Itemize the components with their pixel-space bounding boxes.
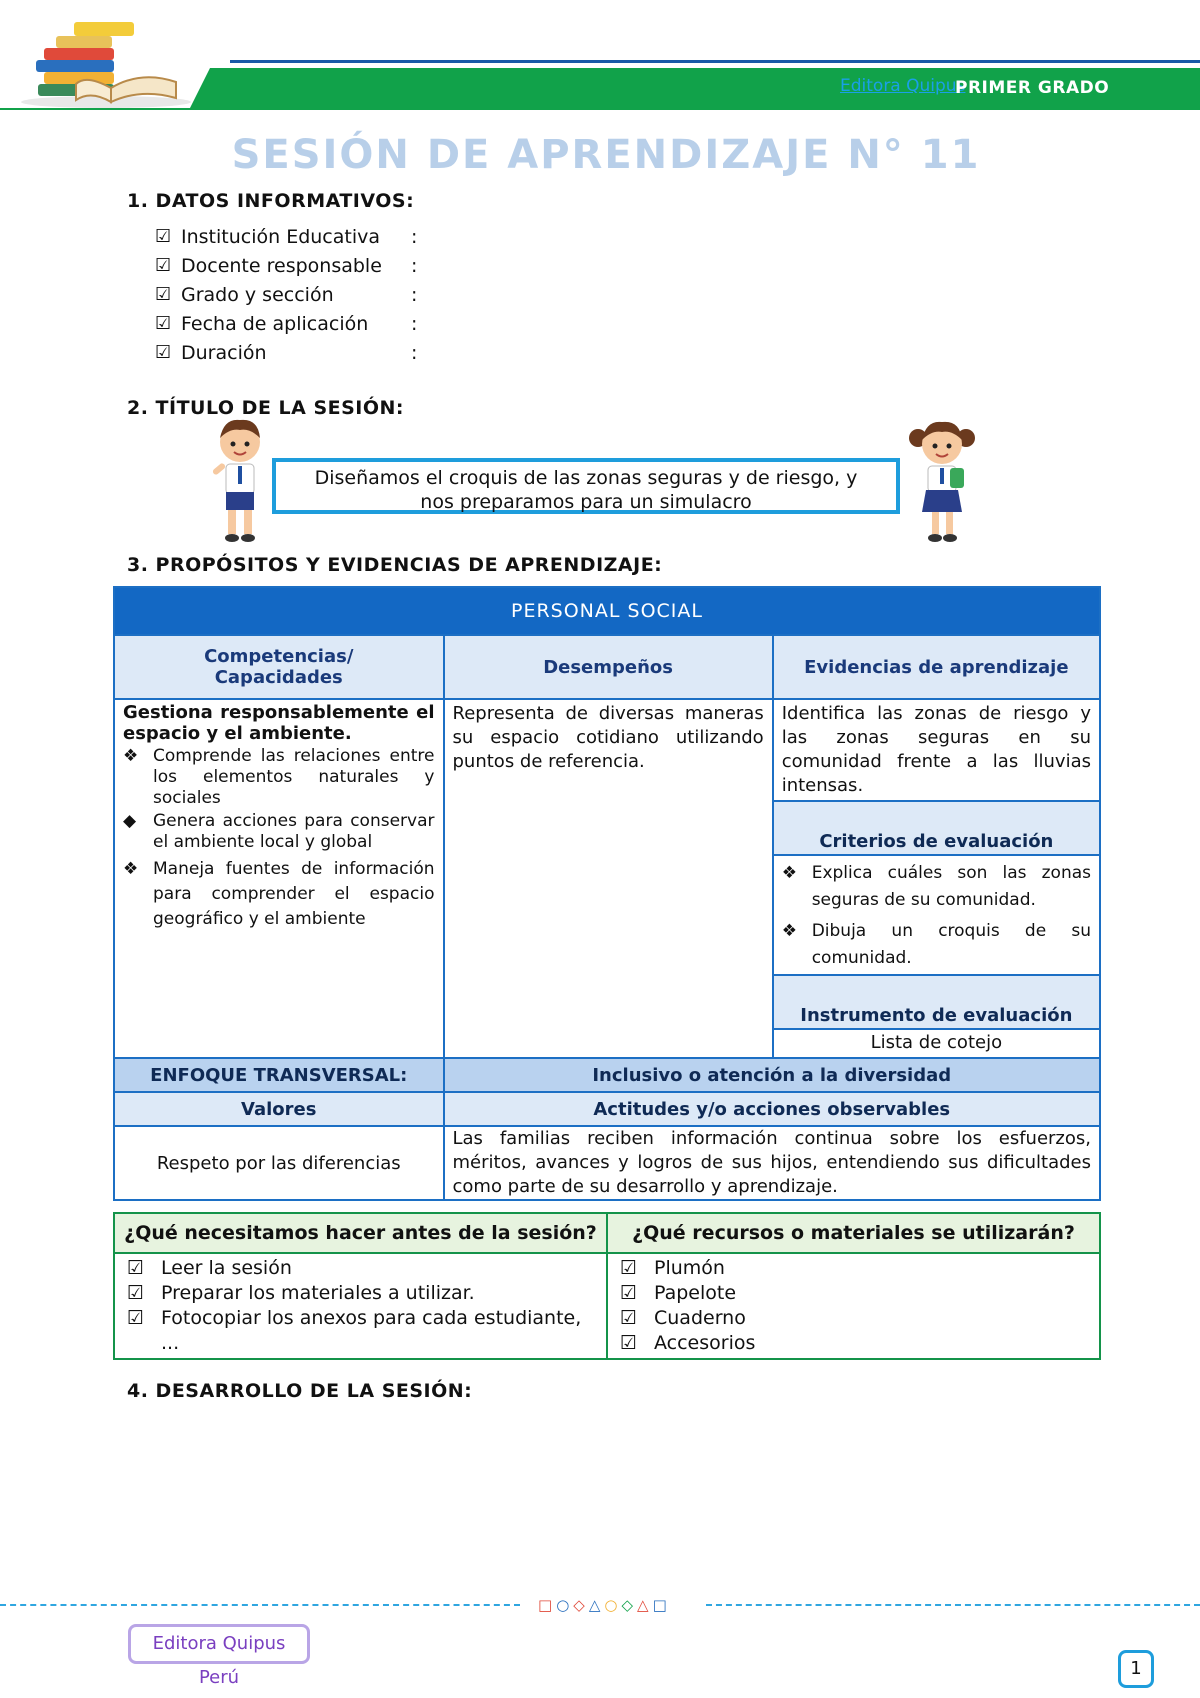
before-session-header: ¿Qué necesitamos hacer antes de la sesión? bbox=[114, 1213, 607, 1253]
competencias-cell bbox=[114, 699, 444, 1059]
list-item bbox=[620, 1281, 1087, 1306]
checkbox-checked-icon: ☑ bbox=[127, 1307, 145, 1329]
footer-divider bbox=[0, 1604, 520, 1606]
books-logo bbox=[16, 18, 196, 110]
capacidad-text: Maneja fuentes de información para comprender el espacio geográfico y el ambiente bbox=[153, 859, 435, 929]
footer-brand: Editora Quipus Perú bbox=[128, 1624, 310, 1664]
info-field-label: Duración bbox=[181, 341, 267, 364]
info-field-row bbox=[155, 280, 417, 309]
bullet-icon: ❖ bbox=[781, 921, 797, 941]
preparation-table bbox=[113, 1212, 1101, 1360]
competencia-text: Gestiona responsablemente el espacio y el ambiente. bbox=[123, 702, 435, 744]
info-field-label: Docente responsable bbox=[181, 254, 382, 277]
list-item-text: Fotocopiar los anexos para cada estudiante, ... bbox=[161, 1307, 582, 1354]
boy-illustration bbox=[210, 416, 270, 548]
valores-header: Valores bbox=[114, 1092, 444, 1126]
info-field-row bbox=[155, 338, 417, 367]
session-title-line: nos preparamos para un simulacro bbox=[420, 491, 752, 513]
header-grade-label: PRIMER GRADO bbox=[955, 78, 1110, 98]
enfoque-table bbox=[113, 1057, 1101, 1201]
checkbox-checked-icon: ☑ bbox=[620, 1332, 638, 1354]
criterio-text: Explica cuáles son las zonas seguras de su comunidad. bbox=[811, 863, 1091, 910]
capacidad-text: Comprende las relaciones entre los elementos naturales y sociales bbox=[153, 746, 435, 808]
info-field-row bbox=[155, 222, 417, 251]
actitud-cell: Las familias reciben información continua sobre los esfuerzos, méritos, avances y logros de sus hijos, entendiendo sus dificultades como parte de su desarrollo y aprendizaje. bbox=[444, 1126, 1101, 1200]
info-field-label: Grado y sección bbox=[181, 283, 334, 306]
page-number: 1 bbox=[1118, 1650, 1154, 1688]
list-item bbox=[127, 1256, 594, 1281]
section1-heading: 1. DATOS INFORMATIVOS: bbox=[127, 190, 415, 212]
checkbox-checked-icon: ☑ bbox=[127, 1257, 145, 1279]
criterio-item bbox=[782, 860, 1091, 914]
bullet-icon: ❖ bbox=[781, 863, 797, 883]
before-session-list bbox=[114, 1253, 607, 1359]
info-field-separator: : bbox=[411, 283, 418, 306]
evidencias-header: Evidencias de aprendizaje bbox=[773, 635, 1100, 699]
info-field-separator: : bbox=[411, 341, 418, 364]
checkbox-checked-icon: ☑ bbox=[155, 226, 172, 247]
checkbox-checked-icon: ☑ bbox=[155, 284, 172, 305]
criterios-cell bbox=[773, 855, 1100, 975]
checkbox-checked-icon: ☑ bbox=[155, 255, 172, 276]
list-item-text: Cuaderno bbox=[654, 1307, 746, 1329]
valor-cell: Respeto por las diferencias bbox=[114, 1126, 444, 1200]
session-title-line: Diseñamos el croquis de las zonas seguras y de riesgo, y bbox=[314, 467, 858, 489]
criterios-header: Criterios de evaluación bbox=[773, 801, 1100, 855]
resources-list bbox=[607, 1253, 1100, 1359]
competencias-header bbox=[114, 635, 444, 699]
checkbox-checked-icon: ☑ bbox=[620, 1257, 638, 1279]
capacidad-item bbox=[123, 811, 435, 853]
info-fields-list bbox=[155, 222, 417, 367]
list-item-text: Accesorios bbox=[654, 1332, 756, 1354]
list-item-text: Preparar los materiales a utilizar. bbox=[161, 1282, 475, 1304]
info-field-separator: : bbox=[411, 254, 418, 277]
list-item-text: Plumón bbox=[654, 1257, 725, 1279]
bullet-icon: ◆ bbox=[123, 811, 137, 831]
info-field-row bbox=[155, 309, 417, 338]
decorative-shapes-icon: □○◇△○◇△□ bbox=[538, 1596, 671, 1614]
page-title: SESIÓN DE APRENDIZAJE N° 11 bbox=[231, 132, 981, 178]
info-field-row bbox=[155, 251, 417, 280]
area-header: PERSONAL SOCIAL bbox=[114, 587, 1100, 635]
capacidad-text: Genera acciones para conservar el ambiente local y global bbox=[153, 811, 435, 852]
header-blue-line bbox=[230, 60, 1200, 63]
instrumento-header: Instrumento de evaluación bbox=[773, 975, 1100, 1029]
info-field-label: Institución Educativa bbox=[181, 225, 381, 248]
checkbox-checked-icon: ☑ bbox=[620, 1307, 638, 1329]
capacidad-item bbox=[123, 857, 435, 932]
competencias-header-line: Competencias/ bbox=[204, 646, 354, 667]
competencias-header-line: Capacidades bbox=[214, 667, 343, 688]
list-item bbox=[620, 1306, 1087, 1331]
section3-heading: 3. PROPÓSITOS Y EVIDENCIAS DE APRENDIZAJE: bbox=[127, 554, 663, 576]
resources-header: ¿Qué recursos o materiales se utilizarán? bbox=[607, 1213, 1100, 1253]
section4-heading: 4. DESARROLLO DE LA SESIÓN: bbox=[127, 1380, 473, 1402]
session-title-box bbox=[272, 458, 900, 514]
purposes-table bbox=[113, 586, 1101, 1060]
info-field-label: Fecha de aplicación bbox=[181, 312, 369, 335]
desempeno-cell: Representa de diversas maneras su espacio cotidiano utilizando puntos de referencia. bbox=[444, 699, 773, 1059]
enfoque-value: Inclusivo o atención a la diversidad bbox=[444, 1058, 1101, 1092]
checkbox-checked-icon: ☑ bbox=[620, 1282, 638, 1304]
desempenos-header: Desempeños bbox=[444, 635, 773, 699]
list-item bbox=[620, 1256, 1087, 1281]
criterio-item bbox=[782, 918, 1091, 972]
instrumento-cell: Lista de cotejo bbox=[773, 1029, 1100, 1059]
header-publisher-link[interactable]: Editora Quipus bbox=[840, 76, 966, 96]
checkbox-checked-icon: ☑ bbox=[127, 1282, 145, 1304]
bullet-icon: ❖ bbox=[123, 859, 139, 879]
info-field-separator: : bbox=[411, 225, 418, 248]
enfoque-label: ENFOQUE TRANSVERSAL: bbox=[114, 1058, 444, 1092]
list-item bbox=[127, 1306, 594, 1356]
list-item-text: Papelote bbox=[654, 1282, 737, 1304]
list-item bbox=[127, 1281, 594, 1306]
girl-illustration bbox=[906, 416, 978, 548]
evidencia-cell: Identifica las zonas de riesgo y las zonas seguras en su comunidad frente a las lluvias intensas. bbox=[773, 699, 1100, 801]
info-field-separator: : bbox=[411, 312, 418, 335]
list-item-text: Leer la sesión bbox=[161, 1257, 292, 1279]
list-item bbox=[620, 1331, 1087, 1356]
footer-divider bbox=[706, 1604, 1200, 1606]
checkbox-checked-icon: ☑ bbox=[155, 342, 172, 363]
capacidad-item bbox=[123, 746, 435, 809]
criterio-text: Dibuja un croquis de su comunidad. bbox=[811, 921, 1091, 968]
section2-heading: 2. TÍTULO DE LA SESIÓN: bbox=[127, 397, 405, 419]
bullet-icon: ❖ bbox=[123, 746, 139, 766]
checkbox-checked-icon: ☑ bbox=[155, 313, 172, 334]
actitudes-header: Actitudes y/o acciones observables bbox=[444, 1092, 1101, 1126]
